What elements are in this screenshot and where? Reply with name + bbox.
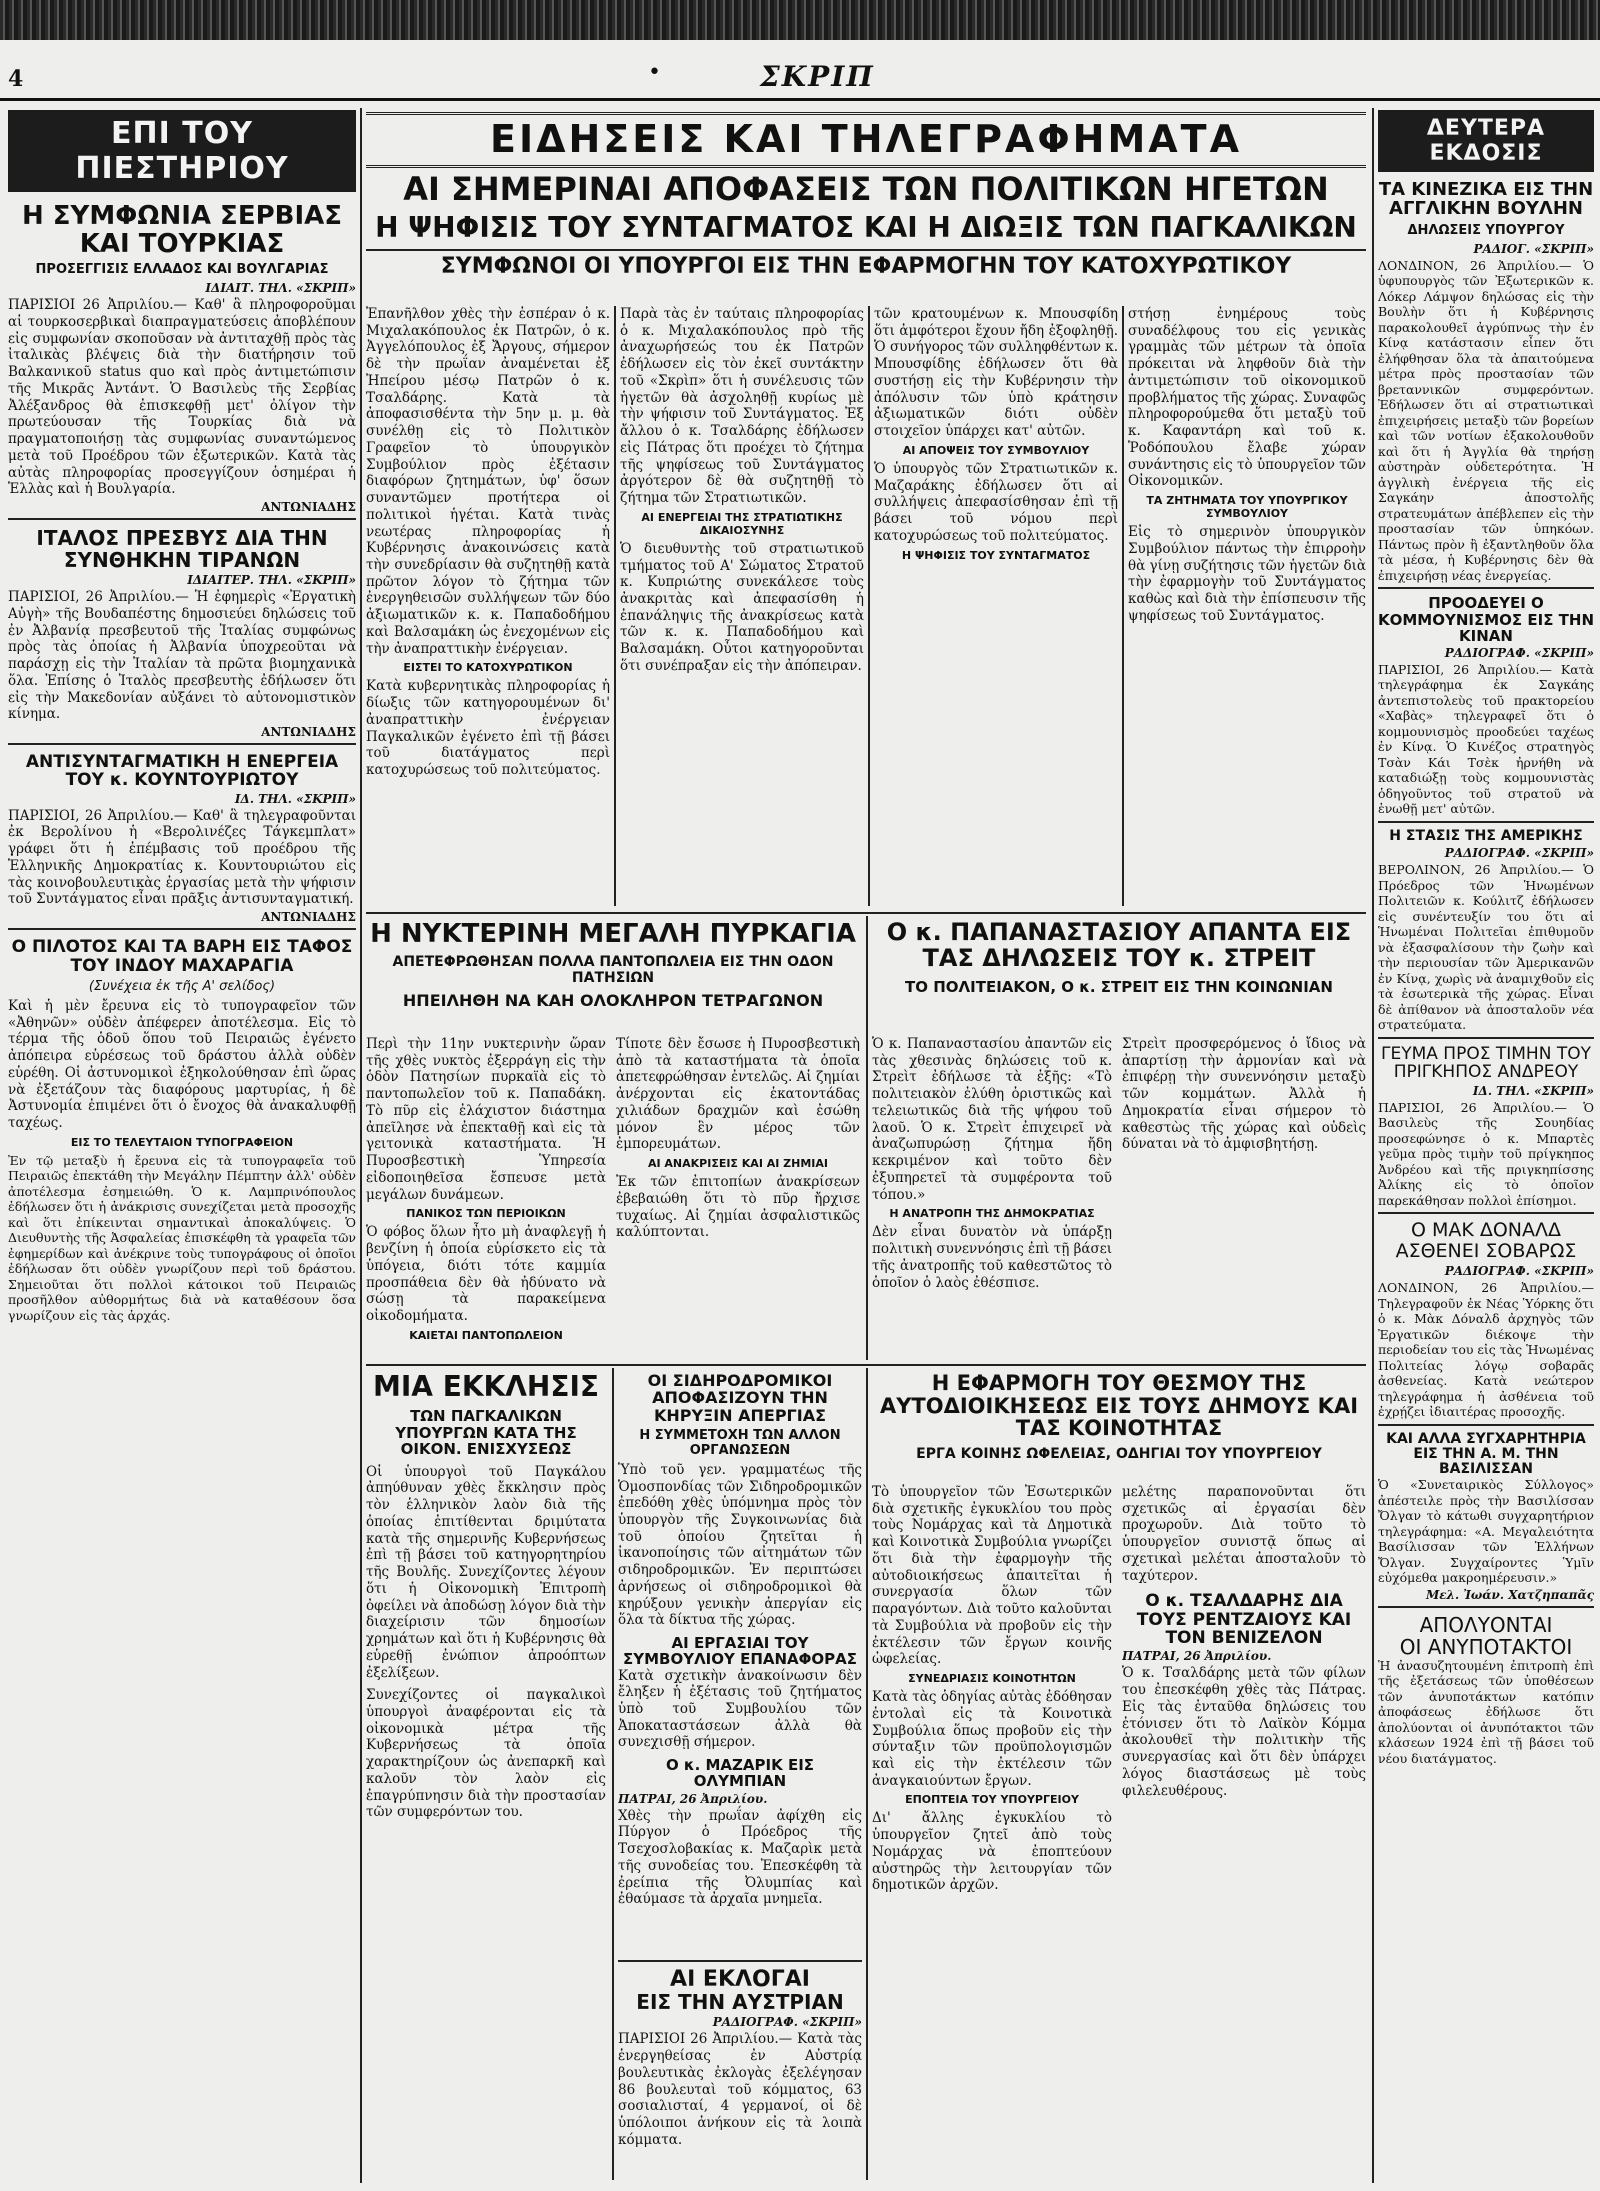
story-dateline: ΡΑΔΙΟΓΡΑΦ. «ΣΚΡΙΠ» [1444,846,1594,861]
lead-col-b [620,306,864,906]
story-subhead: ΔΗΛΩΣΕΙΣ ΥΠΟΥΡΓΟΥ [1407,222,1565,238]
story-subhead: ΕΡΓΑ ΚΟΙΝΗΣ ΩΦΕΛΕΙΑΣ, ΟΔΗΓΙΑΙ ΤΟΥ ΥΠΟΥΡΓΕΙΟΥ [916,1446,1322,1463]
masthead-dot: • [648,60,661,85]
fire-col-b [616,1036,860,1360]
story-body: μελέτης παραπονοῦνται ὅτι σχετικῶς αἱ ἐργασίαι δὲν προχωροῦν. Διὰ τοῦτο τὸ ὑπουργεῖον συνιστᾷ ὅπως αἱ σχετικαὶ μελέται ἀποσταλοῦν τὸ ταχύτερον. [1122,1484,1366,1584]
papanastasiou-col-b [1122,1036,1366,1360]
story-subhead: ΑΠΕΤΕΦΡΩΘΗΣΑΝ ΠΟΛΛΑ ΠΑΝΤΟΠΩΛΕΙΑ ΕΙΣ ΤΗΝ ΟΔΟΝ ΠΑΤΗΣΙΩΝ [392,954,834,987]
lead-headline-1: ΑΙ ΣΗΜΕΡΙΝΑΙ ΑΠΟΦΑΣΕΙΣ ΤΩΝ ΠΟΛΙΤΙΚΩΝ ΗΓΕΤΩΝ [403,172,1329,208]
story-headline: ΑΝΤΙΣΥΝΤΑΓΜΑΤΙΚΗ Η ΕΝΕΡΓΕΙΑ ΤΟΥ κ. ΚΟΥΝΤΟΥΡΙΩΤΟΥ [25,752,339,791]
center-banner [366,112,1366,168]
divider [1378,587,1594,589]
story-headline: ΟΙ ΣΙΔΗΡΟΔΡΟΜΙΚΟΙ ΑΠΟΦΑΣΙΖΟΥΝ ΤΗΝ ΚΗΡΥΞΙΝ ΑΠΕΡΓΙΑΣ [647,1372,833,1425]
story-body: Ἐν τῷ μεταξὺ ἡ ἔρευνα εἰς τὰ τυπογραφεῖα τοῦ Πειραιῶς ἐπεκτάθη τὴν Μεγάλην Πέμπτην ἀλλ' οὐδὲν ἀποτέλεσμα ἐσημειώθη. Ὁ κ. Λαμπρινόπουλος ἐδήλωσεν ὅτι ἡ ἀνάκρισις συνεχίζεται μετὰ προσοχῆς καὶ ὅτι ἐπίκεινται σημαντικαὶ ἀποκαλύψεις. Ὁ Διευθυντὴς τῆς Ἀσφαλείας ἐπισκέφθη τὰ γραφεῖα τῶν ἐφημερίδων καὶ ἀνέκρινε τοὺς τυπογράφους οἱ ὁποῖοι ἐδήλωσαν ὅτι οὐδὲν γνωρίζουν περὶ τοῦ δράστου. Σημειοῦται ὅτι πολλοὶ κάτοικοι τοῦ Πειραιῶς προσῆλθον αὐθορμήτως διὰ νὰ καταθέσουν ὅσα γνωρίζουν εἰς τὰς ἀρχάς. [8,1152,356,1323]
divider [8,928,356,930]
lead-headline-3: ΣΥΜΦΩΝΟΙ ΟΙ ΥΠΟΥΡΓΟΙ ΕΙΣ ΤΗΝ ΕΦΑΡΜΟΓΗΝ ΤΟΥ ΚΑΤΟΧΥΡΩΤΙΚΟΥ [366,249,1366,279]
divider [366,912,1366,914]
story-body: στήσῃ ἐνημέρους τοὺς συναδέλφους του εἰς γενικὰς γραμμὰς τῶν μέτρων τὰ ὁποῖα πρόκειται νὰ ληφθοῦν διὰ τὴν ἀντιμετώπισιν τοῦ οἰκονομικοῦ προβλήματος τῆς χώρας. Συναφῶς πληροφορούμεθα ὅτι μεταξὺ τοῦ κ. Καφαντάρη καὶ τοῦ κ. Ῥοδόπουλου ἔλαβε χώραν συνάντησις εἰς τὸ ὑπουργεῖον τῶν Οἰκονομικῶν. [1128,306,1366,490]
story-body: Τίποτε δὲν ἔσωσε ἡ Πυροσβεστικὴ ἀπὸ τὰ καταστήματα τὰ ὁποῖα ἀπετεφρώθησαν ἐντελῶς. Αἱ ζημίαι ἀνέρχονται εἰς ἑκατοντάδας χιλιάδων δραχμῶν καὶ ἐσώθη μόνον ἓν μέρος τῶν ἐμπορευμάτων. [616,1036,860,1153]
story-signature: Μελ. Ἰωάν. Χατζηπαπᾶς [1425,1587,1594,1602]
story-headline: Ο κ. ΠΑΠΑΝΑΣΤΑΣΙΟΥ ΑΠΑΝΤΑ ΕΙΣ ΤΑΣ ΔΗΛΩΣΕΙΣ ΤΟΥ κ. ΣΤΡΕΙΤ [886,920,1352,972]
inner-title: ΕΙΣ ΤΟ ΤΕΛΕΥΤΑΙΟΝ ΤΥΠΟΓΡΑΦΕΙΟΝ [70,1135,294,1149]
story-body: ΒΕΡΟΛΙΝΟΝ, 26 Ἀπριλίου.— Ὁ Πρόεδρος τῶν Ἡνωμένων Πολιτειῶν κ. Κούλιτζ ἐδήλωσεν εἰς συνέντευξίν του ὅτι αἱ Ἡνωμέναι Πολιτεῖαι ἐπιθυμοῦν νὰ ἐξασφαλίσουν τὴν ζωὴν καὶ τὴν περιουσίαν τῶν Ἀμερικανῶν ἐν Κίνᾳ, χωρὶς νὰ ἀναμιχθοῦν εἰς τὰ ἐσωτερικὰ τῆς χώρας. Εἶναι δὲ ἀπίθανον νὰ ἀποσταλοῦν νέα στρατεύματα. [1378,862,1594,1033]
banner-title: ΕΙΔΗΣΕΙΣ ΚΑΙ ΤΗΛΕΓΡΑΦΗΜΑΤΑ [490,117,1242,162]
story-body: Οἱ ὑπουργοὶ τοῦ Παγκάλου ἀπηύθυναν χθὲς ἔκκλησιν πρὸς τὸν ἑλληνικὸν λαὸν διὰ τῆς ὁποίας ἐπιτίθενται δριμύτατα κατὰ τῆς σημερινῆς Κυβερνήσεως ἐπὶ τῇ βάσει τοῦ κατηγορητηρίου τῆς Βουλῆς. Συνεχίζοντες λέγουν ὅτι ἡ Οἰκονομικὴ Ἐπιτροπὴ ὀφείλει νὰ ἀποδώσῃ λόγον διὰ τὴν διαχείρισιν τῶν δημοσίων χρημάτων καὶ ὅτι ἡ Κυβέρνησις θὰ εὑρεθῇ ἐνώπιον ἀπροόπτων ἐξελίξεων. [366,1463,606,1681]
inner-title: ΑΙ ΑΠΟΨΕΙΣ ΤΟΥ ΣΥΜΒΟΥΛΙΟΥ [902,443,1090,457]
masthead-rule [0,98,1600,101]
story-headline: Ο ΜΑΚ ΔΟΝΑΛΔ ΑΣΘΕΝΕΙ ΣΟΒΑΡΩΣ [1395,1219,1577,1263]
story-body: ΠΑΡΙΣΙΟΙ, 26 Ἀπριλίου.— Κατὰ τηλεγράφημα ἐκ Σαγκάης ἀντεπιστολεὺς τοῦ πρακτορείου «Χαβὰς» τηλεγραφεῖ ὅτι ὁ κομμουνισμὸς προοδεύει ταχέως ἐν Κίνᾳ. Ὁ Κινέζος στρατηγὸς Τσὰν Κάι Τσὲκ ἠρνήθη νὰ καταδιώξῃ τοὺς κομμουνιστὰς ὁδηγοῦντος τοῦ στρατοῦ νὰ ἑνωθῇ μετ' αὐτῶν. [1378,661,1594,817]
story-dateline: ΡΑΔΙΟΓΡΑΦ. «ΣΚΡΙΠ» [712,2015,862,2030]
lead-col-a [366,306,610,906]
story-continued: (Συνέχεια ἐκ τῆς Α' σελίδος) [88,978,276,994]
column-rule [868,306,870,906]
story-body: Ὁ κ. Παπαναστασίου ἀπαντῶν εἰς τὰς χθεσινὰς δηλώσεις τοῦ κ. Στρεὶτ ἐδήλωσε τὰ ἑξῆς: «Τὸ πολιτειακὸν ἐλύθη ὁριστικῶς καὶ τελειωτικῶς διὰ τῆς ψήφου τοῦ λαοῦ. Ὁ κ. Στρεὶτ ἐπιχειρεῖ νὰ ἀναζωπυρώσῃ ζήτημα ἤδη κεκριμένον καὶ τοῦτο δὲν ἐξυπηρετεῖ τὰ συμφέροντα τοῦ τόπου.» [872,1036,1112,1203]
story-headline: Η ΕΦΑΡΜΟΓΗ ΤΟΥ ΘΕΣΜΟΥ ΤΗΣ ΑΥΤΟΔΙΟΙΚΗΣΕΩΣ ΕΙΣ ΤΟΥΣ ΔΗΜΟΥΣ ΚΑΙ ΤΑΣ ΚΟΙΝΟΤΗΤΑΣ [879,1372,1359,1441]
section-title-second-edition: ΔΕΥΤΕΡΑ ΕΚΔΟΣΙΣ [1378,110,1594,172]
story-dateline: ΙΔ. ΤΗΛ. «ΣΚΡΙΠ» [234,791,356,806]
story-body: Καὶ ἡ μὲν ἔρευνα εἰς τὸ τυπογραφεῖον τῶν «Ἀθηνῶν» οὐδὲν ἀπέφερεν ἀποτέλεσμα. Εἰς τὸ τέρμα τῆς ὁδοῦ ὅπου τοῦ Πειραιῶς ἐγένετο ἀπόπειρα εὑρέσεως τοῦ δράστου ἀλλὰ οὐδὲν εὑρέθη. Οἱ ἀστυνομικοὶ ἐξηκολούθησαν ἐπὶ ὥρας νὰ ἐξετάζουν τὰς διαφόρους μαρτυρίας, ἡ δὲ Ἀστυνομία ἐπιμένει ὅτι ὁ ἔνοχος θὰ ἀνακαλυφθῇ ταχέως. [8,997,356,1132]
story-subhead: ΤΟ ΠΟΛΙΤΕΙΑΚΟΝ, Ο κ. ΣΤΡΕΙΤ ΕΙΣ ΤΗΝ ΚΟΙΝΩΝΙΑΝ [905,977,1333,996]
story-signature: ΑΝΤΩΝΙΑΔΗΣ [261,910,356,925]
divider [1378,821,1594,823]
story-body: Εἰς τὸ σημερινὸν ὑπουργικὸν Συμβούλιον πάντως τὴν ἐπιρροὴν θὰ γίνῃ συζήτησις τῶν ἡγετῶν διὰ τὴν ἐφαρμογὴν τοῦ Συντάγματος καθὼς καὶ διὰ τὴν ἐπίσπευσιν τῆς ψηφίσεως τοῦ Συντάγματος. [1128,524,1366,624]
story-dateline: ΙΔΙΑΙΤ. ΤΗΛ. «ΣΚΡΙΠ» [205,281,356,296]
story-subhead: ΤΩΝ ΠΑΓΚΑΛΙΚΩΝ ΥΠΟΥΡΓΩΝ ΚΑΤΑ ΤΗΣ ΟΙΚΟΝ. ΕΝΙΣΧΥΣΕΩΣ [395,1407,577,1459]
divider [1378,1424,1594,1426]
story-headline: Ο κ. ΜΑΖΑΡΙΚ ΕΙΣ ΟΛΥΜΠΙΑΝ [665,1756,815,1791]
story-body: ΠΑΡΙΣΙΟΙ 26 Ἀπριλίου.— Καθ' ἃ πληροφοροῦμαι αἱ τουρκοσερβικαὶ διαπραγματεύσεις ἀποβλέπουν εἰς συμφωνίαν σκοποῦσαν νὰ ἀντιταχθῇ πρὸς τὰς ἰταλικὰς βλέψεις διὰ τὴν διατήρησιν τοῦ Βαλκανικοῦ status quo καὶ πρὸς ἀντιμετώπισιν τῆς Μικρᾶς Ἀντάντ. Ὁ Βασιλεὺς τῆς Σερβίας Ἀλέξανδρος θὰ ἐπισκεφθῇ μετ' ὀλίγον τὴν πρωτεύουσαν τῆς Τουρκίας διὰ νὰ πραγματοποιήσῃ τὰς συμφωνίας συναντώμενος μετὰ τοῦ Προέδρου τῶν ἐξωτερικῶν. Κατὰ τὰς αὐτὰς πληροφορίας προσεγγίζουν ὁσημέραι ἡ Ἑλλὰς καὶ ἡ Βουλγαρία. [8,297,356,498]
story-subhead: ΗΠΕΙΛΗΘΗ ΝΑ ΚΑΗ ΟΛΟΚΛΗΡΟΝ ΤΕΤΡΑΓΩΝΟΝ [402,991,824,1011]
story-dateline: ΡΑΔΙΟΓΡΑΦ. «ΣΚΡΙΠ» [1444,645,1594,660]
paper-name: ΣΚΡΙΠ [760,60,875,93]
story-body: Ὁ κ. Τσαλδάρης μετὰ τῶν φίλων του ἐπεσκέφθη χθὲς τὰς Πάτρας. Εἰς τὰς ἐνταῦθα δηλώσεις του ἐτόνισεν ὅτι τὸ Λαϊκὸν Κόμμα ἀκολουθεῖ τὴν πολιτικὴν τῆς συνεργασίας καὶ ὅτι δὲν ὑπάρχει λόγος διαστάσεως μὲ τοὺς φιλελευθέρους. [1122,1665,1366,1799]
story-body: Κατὰ τὰς ὁδηγίας αὐτὰς ἐδόθησαν ἐντολαὶ εἰς τὰ Κοινοτικὰ Συμβούλια ὅπως προβοῦν εἰς τὴν σύνταξιν τῶν προϋπολογισμῶν καὶ εἰς τὴν ἐκτέλεσιν τῶν ἀναγκαιούντων ἔργων. [872,1689,1112,1789]
selfgov-head [872,1372,1366,1480]
story-body: Ἡ ἀνασυζητουμένη ἐπιτροπὴ ἐπὶ τῆς ἐξετάσεως τῶν ὑποθέσεων τῶν ἀνυποτάκτων κατόπιν ἀποφάσεως ἐδήλωσε ὅτι ἀπολύονται οἱ ἀνυπότακτοι τῶν κλάσεων 1924 ἐπὶ τῇ βάσει τοῦ νέου διατάγματος. [1378,1657,1594,1766]
story-dateline: ΡΑΔΙΟΓ. «ΣΚΡΙΠ» [1473,241,1594,256]
papanastasiou-col-a [872,1036,1112,1360]
column-rule [866,916,868,1360]
lead-col-d [1128,306,1366,906]
story-signature: ΑΝΤΩΝΙΑΔΗΣ [261,499,356,514]
story-headline: ΙΤΑΛΟΣ ΠΡΕΣΒΥΣ ΔΙΑ ΤΗΝ ΣΥΝΘΗΚΗΝ ΤΙΡΑΝΩΝ [36,525,328,572]
story-body: Δὲν εἶναι δυνατὸν νὰ ὑπάρξῃ πολιτικὴ συνεννόησις ἐπὶ τῇ βάσει τῆς ἀνατροπῆς τοῦ καθεστῶτος τὸ ὁποῖον ὁ λαὸς ἐθέσπισε. [872,1224,1112,1291]
column-rule [1122,306,1124,906]
selfgov-col-a [872,1484,1112,2180]
story-body: Ὁ «Συνεταιρικὸς Σύλλογος» ἀπέστειλε πρὸς τὴν Βασιλίσσαν Ὄλγαν τὸ κάτωθι συγχαρητήριον τηλεγράφημα: «Α. Μεγαλειότητα Βασίλισσαν τῶν Ἑλλήνων Ὄλγαν. Συγχαίροντες Ὑμῖν εὐχόμεθα μακροημέρευσιν.» [1378,1477,1594,1586]
lead-headlines [366,172,1366,302]
story-body: Στρεὶτ προσφερόμενος ὁ ἴδιος νὰ ἀπαρτίσῃ τὴν ἀρμονίαν καὶ νὰ ἐπιφέρῃ τὴν συνεννόησιν μεταξὺ τῶν κομμάτων. Ἀλλὰ ἡ Δημοκρατία εἶναι σήμερον τὸ καθεστὼς τῆς χώρας καὶ οὐδεὶς δύναται νὰ τὸ ἀμφισβητήσῃ. [1122,1036,1366,1153]
story-body: Ὑπὸ τοῦ γεν. γραμματέως τῆς Ὁμοσπονδίας τῶν Σιδηροδρομικῶν ἐπεδόθη χθὲς ὑπόμνημα πρὸς τὸν ὑπουργὸν τῆς Συγκοινωνίας διὰ τοῦ ὁποίου ζητεῖται ἡ ἱκανοποίησις τῶν αἰτημάτων τῶν σιδηροδρομικῶν. Ἐν περιπτώσει ἀρνήσεως οἱ σιδηροδρομικοὶ θὰ κηρύξουν γενικὴν ἀπεργίαν εἰς ὅλα τὰ δίκτυα τῆς χώρας. [618,1461,862,1629]
story-body: Συνεχίζοντες οἱ παγκαλικοὶ ὑπουργοὶ ἀναφέρονται εἰς τὰ οἰκονομικὰ μέτρα τῆς Κυβερνήσεως τὰ ὁποῖα χαρακτηρίζουν ὡς ἀνεπαρκῆ καὶ καλοῦν τὸν λαὸν εἰς ἐπαγρύπνησιν διὰ τὴν προστασίαν τῶν συμφερόντων του. [366,1687,606,1821]
story-subhead: ΠΡΟΣΕΓΓΙΣΙΣ ΕΛΛΑΔΟΣ ΚΑΙ ΒΟΥΛΓΑΡΙΑΣ [35,262,329,278]
inner-title: Η ΑΝΑΤΡΟΠΗ ΤΗΣ ΔΗΜΟΚΡΑΤΙΑΣ [889,1207,1095,1221]
masthead [0,58,1600,98]
story-headline: ΤΑ ΚΙΝΕΖΙΚΑ ΕΙΣ ΤΗΝ ΑΓΓΛΙΚΗΝ ΒΟΥΛΗΝ [1378,179,1594,220]
story-body: Κατὰ σχετικὴν ἀνακοίνωσιν δὲν ἔληξεν ἡ ἐξέτασις τοῦ ζητήματος ὑπὸ τοῦ Συμβουλίου τῶν Ἀποκαταστάσεων ἀλλὰ θὰ συνεχισθῇ σήμερον. [618,1667,862,1751]
story-headline: Ο ΠΙΛΟΤΟΣ ΚΑΙ ΤΑ ΒΑΡΗ ΕΙΣ ΤΑΦΟΣ ΤΟΥ ΙΝΔΟΥ ΜΑΧΑΡΑΓΙΑ [11,937,353,976]
story-headline: ΚΑΙ ΑΛΛΑ ΣΥΓΧΑΡΗΤΗΡΙΑ ΕΙΣ ΤΗΝ Α. Μ. ΤΗΝ ΒΑΣΙΛΙΣΣΑΝ [1386,1430,1586,1477]
selfgov-col-b [1122,1484,1366,2180]
elections-story [618,1960,862,2182]
papanastasiou-head [872,920,1366,1032]
story-body: Χθὲς τὴν πρωΐαν ἀφίχθη εἰς Πύργον ὁ Πρόεδρος τῆς Τσεχοσλοβακίας κ. Μαζαρὶκ μετὰ τῆς συνοδείας του. Ἐπεσκέφθη τὰ ἐρείπια τῆς Ὀλυμπίας καὶ ἐθαύμασε τὰ ἀρχαῖα μνημεῖα. [618,1807,862,1908]
column-rule [866,1368,868,2180]
left-column [8,110,356,2180]
story-body: τῶν κρατουμένων κ. Μπουσφίδη ὅτι ἀμφότεροι ἔχουν ἤδη ἐξοφληθῇ. Ὁ συνήγορος τῶν συλληφθέντων κ. Μπουσφίδης ἐδήλωσεν ὅτι θὰ συστήσῃ εἰς τὴν Κυβέρνησιν τὴν ἀπόλυσιν τῶν ὑπὸ κράτησιν ἀξιωματικῶν διότι οὐδὲν στοιχεῖον ὑπάρχει κατ' αὐτῶν. [874,306,1118,440]
story-dateline: ΡΑΔΙΟΓΡΑΦ. «ΣΚΡΙΠ» [1444,1264,1594,1279]
story-headline: ΓΕΥΜΑ ΠΡΟΣ ΤΙΜΗΝ ΤΟΥ ΠΡΙΓΚΗΠΟΣ ΑΝΔΡΕΟΥ [1381,1043,1591,1083]
lead-col-c [874,306,1118,906]
story-body: Ὁ ὑπουργὸς τῶν Στρατιωτικῶν κ. Μαζαράκης ἐδήλωσεν ὅτι αἱ συλλήψεις ἀπεφασίσθησαν ἐπὶ τῇ βάσει τοῦ νόμου περὶ κατοχυρώσεως τοῦ πολιτεύματος. [874,460,1118,544]
column-rule [614,306,616,906]
story-body: Ὁ διευθυντὴς τοῦ στρατιωτικοῦ τμήματος τοῦ Α' Σώματος Στρατοῦ κ. Κυπριώτης συνεκάλεσε τοὺς ἀνακριτὰς καὶ ἀπεφασίσθη ἡ ἐπανάληψις τῆς ἀνακρίσεως κατὰ τῶν κ. κ. Παπαδοδήμου καὶ Βαλσαμάκη. Οὗτοι κατηγοροῦνται ὅτι συνέπραξαν εἰς τὴν ἀπόπειραν. [620,540,864,674]
inner-title: ΣΥΝΕΔΡΙΑΣΙΣ ΚΟΙΝΟΤΗΤΩΝ [908,1672,1076,1686]
story-body: Περὶ τὴν 11ην νυκτερινὴν ὥραν τῆς χθὲς νυκτὸς ἐξερράγη εἰς τὴν ὁδὸν Πατησίων πυρκαϊὰ εἰς τὸ παντοπωλεῖον τοῦ κ. Παπαδάκη. Τὸ πῦρ εἰς ἐλάχιστον διάστημα ἀπεῖλησε νὰ ἐπεκταθῇ καὶ εἰς τὰ γειτονικὰ καταστήματα. Ἡ Πυροσβεστικὴ Ὑπηρεσία εἰδοποιηθεῖσα ἔσπευσε μετὰ μεγάλων δυνάμεων. [366,1036,606,1203]
story-headline: ΠΡΟΟΔΕΥΕΙ Ο ΚΟΜΜΟΥΝΙΣΜΟΣ ΕΙΣ ΤΗΝ ΚΙΝΑΝ [1378,594,1594,645]
story-body: ΛΟΝΔΙΝΟΝ, 26 Ἀπριλίου.— Ὁ ὑφυπουργὸς τῶν Ἐξωτερικῶν κ. Λόκερ Λάμψον δηλώσας εἰς τὴν Βουλὴν ὅτι ἡ Κυβέρνησις παρακολουθεῖ ἀγρύπνως τὴν ἐν Κίνᾳ κατάστασιν εἶπεν ὅτι ἐλήφθησαν ὅλα τὰ ἀπαιτούμενα μέτρα πρὸς προστασίαν τῶν βρεταννικῶν συμφερόντων. Ἐδήλωσεν ὅτι αἱ στρατιωτικαὶ ἐπιχειρήσεις μεταξὺ τῶν βορείων καὶ τῶν νοτίων ἐξακολουθοῦν καὶ ὅτι ἡ Ἀγγλία θὰ τηρήσῃ αὐστηρὰν οὐδετερότητα. Ἡ ἀγγλικὴ ἐνέργεια τῆς εἰς Σαγκάην ἀποστολῆς στρατευμάτων ἀπέβλεπεν εἰς τὴν προστασίαν τῶν ὑπηκόων. Πάντως πρὸν ἢ ἐξαντληθοῦν ὅλα τὰ μέσα, ἡ Κυβέρνησις δὲν θὰ ἐπιχειρήσῃ νέας ἐνεργείας. [1378,257,1594,583]
inner-title: ΤΑ ΖΗΤΗΜΑΤΑ ΤΟΥ ΥΠΟΥΡΓΙΚΟΥ ΣΥΜΒΟΥΛΙΟΥ [1146,494,1348,521]
page-top-band [0,0,1600,40]
story-headline: ΑΙ ΕΚΛΟΓΑΙ [670,1967,810,1992]
ekklisis-story [366,1372,606,2180]
story-headline: Η ΣΤΑΣΙΣ ΤΗΣ ΑΜΕΡΙΚΗΣ [1389,827,1583,844]
divider [1378,1212,1594,1214]
inner-title: ΕΙΣΤΕΙ ΤΟ ΚΑΤΟΧΥΡΩΤΙΚΟΝ [403,661,573,675]
story-body: ΛΟΝΔΙΝΟΝ, 26 Ἀπριλίου.— Τηλεγραφοῦν ἐκ Νέας Ὑόρκης ὅτι ὁ κ. Μὰκ Δόναλδ ἀρχηγὸς τῶν Ἐργατικῶν διέκοψε τὴν περιοδείαν του εἰς τὰς Ἡνωμένας Πολιτείας λόγῳ σοβαρᾶς ἀσθενείας. Κατὰ νεώτερον τηλεγράφημα ἡ ἀσθένεια τοῦ ἐχρῄζει ἰδιαιτέρας προσοχῆς. [1378,1280,1594,1420]
column-rule [1372,108,1374,2183]
section-title-press: ΕΠΙ ΤΟΥ ΠΙΕΣΤΗΡΙΟΥ [8,110,356,192]
divider [366,1364,1366,1366]
story-headline: Η ΣΥΜΦΩΝΙΑ ΣΕΡΒΙΑΣ ΚΑΙ ΤΟΥΡΚΙΑΣ [21,201,343,260]
story-body: Ἐπανῆλθον χθὲς τὴν ἑσπέραν ὁ κ. Μιχαλακόπουλος ἐκ Πατρῶν, ὁ κ. Ἀγγελόπουλος ἐξ Ἄργους, σήμερον δὲ τὴν πρωΐαν ἀναμένεται ἐξ Ἠπείρου μέσῳ Πατρῶν ὁ κ. Τσαλδάρης. Κατὰ τὰ ἀποφασισθέντα τὴν 5ην μ. μ. θὰ συνέλθῃ εἰς τὸ Πολιτικὸν Γραφεῖον τὸ ὑπουργικὸν Συμβούλιον πρὸς ἐξέτασιν διαφόρων ζητημάτων, ὑφ' ὅσων συναντῶμεν προτήτερα οἱ πολιτικοὶ ἡγέται. Κατὰ τινὰς νεωτέρας πληροφορίας ἡ Κυβέρνησις ἀνακοινώσεις κατὰ τὴν συνεδρίασιν θὰ συζητηθῇ κατὰ πρῶτον λόγον τὸ ζήτημα τῶν ἐνεργηθεισῶν συλλήψεων τῶν δύο ἀξιωματικῶν κ. κ. Παπαδοδήμου καὶ Βαλσαμάκη ὡς ἐνεχομένων εἰς τὴν ἀναπραττικὴν ἐνέργειαν. [366,306,610,657]
story-body: Δι' ἄλλης ἐγκυκλίου τὸ ὑπουργεῖον ζητεῖ ἀπὸ τοὺς Νομάρχας νὰ ἐποπτεύουν αὐστηρῶς τὴν λειτουργίαν τῶν δημοτικῶν ἀρχῶν. [872,1810,1112,1894]
story-headline: ΜΙΑ ΕΚΚΛΗΣΙΣ [373,1372,599,1403]
story-body: Κατὰ κυβερνητικὰς πληροφορίας ἡ δίωξις τῶν κατηγορουμένων δι' ἀναπραττικὴν ἐνέργειαν Παγκαλικῶν ἐγένετο ἐπὶ τῇ βάσει τοῦ διατάγματος περὶ κατοχυρώσεως τοῦ πολιτεύματος. [366,678,610,779]
story-headline: ΑΠΟΛΥΟΝΤΑΙ [1419,1612,1553,1637]
fire-col-a [366,1036,606,1360]
story-headline: ΑΙ ΕΡΓΑΣΙΑΙ ΤΟΥ ΣΥΜΒΟΥΛΙΟΥ ΕΠΑΝΑΦΟΡΑΣ [622,1634,858,1669]
story-body: Τὸ ὑπουργεῖον τῶν Ἐσωτερικῶν διὰ σχετικῆς ἐγκυκλίου του πρὸς τοὺς Νομάρχας καὶ τὰ Δημοτικὰ καὶ Κοινοτικὰ Συμβούλια γνωρίζει ὅτι διὰ τὴν ἐφαρμογὴν τῆς αὐτοδιοικήσεως ἀπαιτεῖται ἡ συνεργασία ὅλων τῶν παραγόντων. Διὰ τοῦτο καλοῦνται τὰ Συμβούλια νὰ προβοῦν εἰς τὴν ἐκτέλεσιν τῶν ἔργων κοινῆς ὠφελείας. [872,1484,1112,1668]
story-headline: Ο κ. ΤΣΑΛΔΑΡΗΣ ΔΙΑ ΤΟΥΣ ΡΕΝΤΖΑΙΟΥΣ ΚΑΙ ΤΟΝ ΒΕΝΙΖΕΛΟΝ [1136,1591,1352,1649]
story-dateline: ΙΔ. ΤΗΛ. «ΣΚΡΙΠ» [1472,1083,1594,1098]
right-column [1378,110,1594,2180]
story-headline: ΟΙ ΑΝΥΠΟΤΑΚΤΟΙ [1399,1634,1573,1659]
story-headline: ΕΙΣ ΤΗΝ ΑΥΣΤΡΙΑΝ [636,1989,844,2014]
column-rule [360,108,362,2183]
divider [8,743,356,745]
inner-title: ΠΑΝΙΚΟΣ ΤΩΝ ΠΕΡΙΟΙΚΩΝ [406,1207,566,1221]
divider [1378,1037,1594,1039]
inner-title: ΚΑΙΕΤΑΙ ΠΑΝΤΟΠΩΛΕΙΟΝ [409,1328,563,1342]
story-body: ΠΑΡΙΣΙΟΙ, 26 Ἀπριλίου.— Ὁ Βασιλεὺς τῆς Σουηδίας προσεφώνησε ὁ κ. Μπαρτὲς γεῦμα πρὸς τιμὴν τοῦ πρίγκηπος Ἀνδρέου καὶ τῆς πριγκηπίσσης Ἀλίκης εἰς τὸ ὁποῖον παρεκάθησαν πολλοὶ ἐπίσημοι. [1378,1099,1594,1208]
inner-title: ΑΙ ΑΝΑΚΡΙΣΕΙΣ ΚΑΙ ΑΙ ΖΗΜΙΑΙ [647,1157,829,1171]
inner-title: ΑΙ ΕΝΕΡΓΕΙΑΙ ΤΗΣ ΣΤΡΑΤΙΩΤΙΚΗΣ ΔΙΚΑΙΟΣΥΝΗΣ [641,510,843,537]
inner-title: ΕΠΟΠΤΕΙΑ ΤΟΥ ΥΠΟΥΡΓΕΙΟΥ [905,1793,1079,1807]
story-signature: ΑΝΤΩΝΙΑΔΗΣ [261,725,356,740]
divider [8,518,356,520]
story-headline: Η ΝΥΚΤΕΡΙΝΗ ΜΕΓΑΛΗ ΠΥΡΚΑΓΙΑ [370,920,856,949]
page-number: 4 [8,66,24,92]
story-body: ΠΑΡΙΣΙΟΙ, 26 Ἀπριλίου.— Ἡ ἐφημερὶς «Ἐργατικὴ Αὐγὴ» τῆς Βουδαπέστης δημοσιεύει δηλώσεις τοῦ ἐν Ἀλβανίᾳ πρεσβευτοῦ τῆς Ἰταλίας συμφώνως πρὸς τὰς ὁποίας ἡ Ἀλβανία ὑποχρεοῦται νὰ παράσχῃ εἰς τὴν Ἰταλίαν τὰ πρῶτα βιομηχανικὰ ὅλα. Ἐπίσης ὁ Ἰταλὸς πρεσβευτὴς ἐδήλωσεν ὅτι εἰς τὴν Μακεδονίαν αὐξάνει τὸ αὐτονομιστικὸν κίνημα. [8,589,356,723]
story-body: Ὁ φόβος ὅλων ἦτο μὴ ἀναφλεγῇ ἡ βενζίνη ἡ ὁποία εὑρίσκετο εἰς τὰ ὑπόγεια, διότι τότε καμμία προσπάθεια δὲν θὰ ἠδύνατο νὰ σώσῃ τὰ παρακείμενα οἰκοδομήματα. [366,1224,606,1325]
column-rule [612,1368,614,2180]
story-dateline: ΠΑΤΡΑΙ, 26 Ἀπριλίου. [618,1791,768,1806]
story-dateline: ΙΔΙΑΙΤΕΡ. ΤΗΛ. «ΣΚΡΙΠ» [187,573,356,588]
story-body: Παρὰ τὰς ἐν ταύταις πληροφορίας ὁ κ. Μιχαλακόπουλος πρὸ τῆς ἀναχωρήσεώς του ἐκ Πατρῶν ἐδήλωσεν εἰς τὸν ἐκεῖ συντάκτην τοῦ «Σκρὶπ» ὅτι ἡ συνέλευσις τῶν ἡγετῶν θὰ ἀσχοληθῇ κυρίως μὲ τὴν ψήφισιν τοῦ Συντάγματος. Ἐξ ἄλλου ὁ κ. Τσαλδάρης ἐδήλωσεν εἰς Πάτρας ὅτι προέχει τὸ ζήτημα τῆς ψηφίσεως τοῦ Συντάγματος ἀργότερον δὲ θὰ συζητηθῇ τὸ ζήτημα τῶν Στρατιωτικῶν. [620,306,864,507]
divider [1378,1606,1594,1608]
fire-story-head [366,920,860,1032]
story-dateline: ΠΑΤΡΑΙ, 26 Ἀπριλίου. [1122,1649,1272,1664]
story-body: ΠΑΡΙΣΙΟΙ 26 Ἀπριλίου.— Κατὰ τὰς ἐνεργηθείσας ἐν Αὐστρίᾳ βουλευτικὰς ἐκλογὰς ἐξελέγησαν 86 βουλευταὶ τοῦ κόμματος, 63 σοσιαλισταί, 4 γερμανοί, οἱ δὲ ὑπόλοιποι ἀνήκουν εἰς τὰ λοιπὰ κόμματα. [618,2031,862,2148]
story-subhead: Η ΣΥΜΜΕΤΟΧΗ ΤΩΝ ΑΛΛΟΝ ΟΡΓΑΝΩΣΕΩΝ [639,1427,841,1458]
lead-headline-2: Η ΨΗΦΙΣΙΣ ΤΟΥ ΣΥΝΤΑΓΜΑΤΟΣ ΚΑΙ Η ΔΙΩΞΙΣ ΤΩΝ ΠΑΓΚΑΛΙΚΩΝ [375,210,1357,244]
story-body: ΠΑΡΙΣΙΟΙ, 26 Ἀπριλίου.— Καθ' ἃ τηλεγραφοῦνται ἐκ Βερολίνου ἡ «Βερολινέζες Τάγκεμπλατ» γράφει ὅτι ἡ ἐπέμβασις τοῦ προέδρου τῆς Ἑλληνικῆς Δημοκρατίας κ. Κουντουριώτου εἰς τὰς κοινοβουλευτικὰς ἐργασίας μετὰ τὴν ψήφισιν τοῦ Συντάγματος εἶναι πρᾶξις ἀντισυνταγματική. [8,807,356,908]
inner-title: Η ΨΗΦΙΣΙΣ ΤΟΥ ΣΥΝΤΑΓΜΑΤΟΣ [901,548,1091,562]
story-body: Ἐκ τῶν ἐπιτοπίων ἀνακρίσεων ἐβεβαιώθη ὅτι τὸ πῦρ ἤρχισε τυχαίως. Αἱ ζημίαι ἀσφαλιστικῶς καλύπτονται. [616,1174,860,1241]
